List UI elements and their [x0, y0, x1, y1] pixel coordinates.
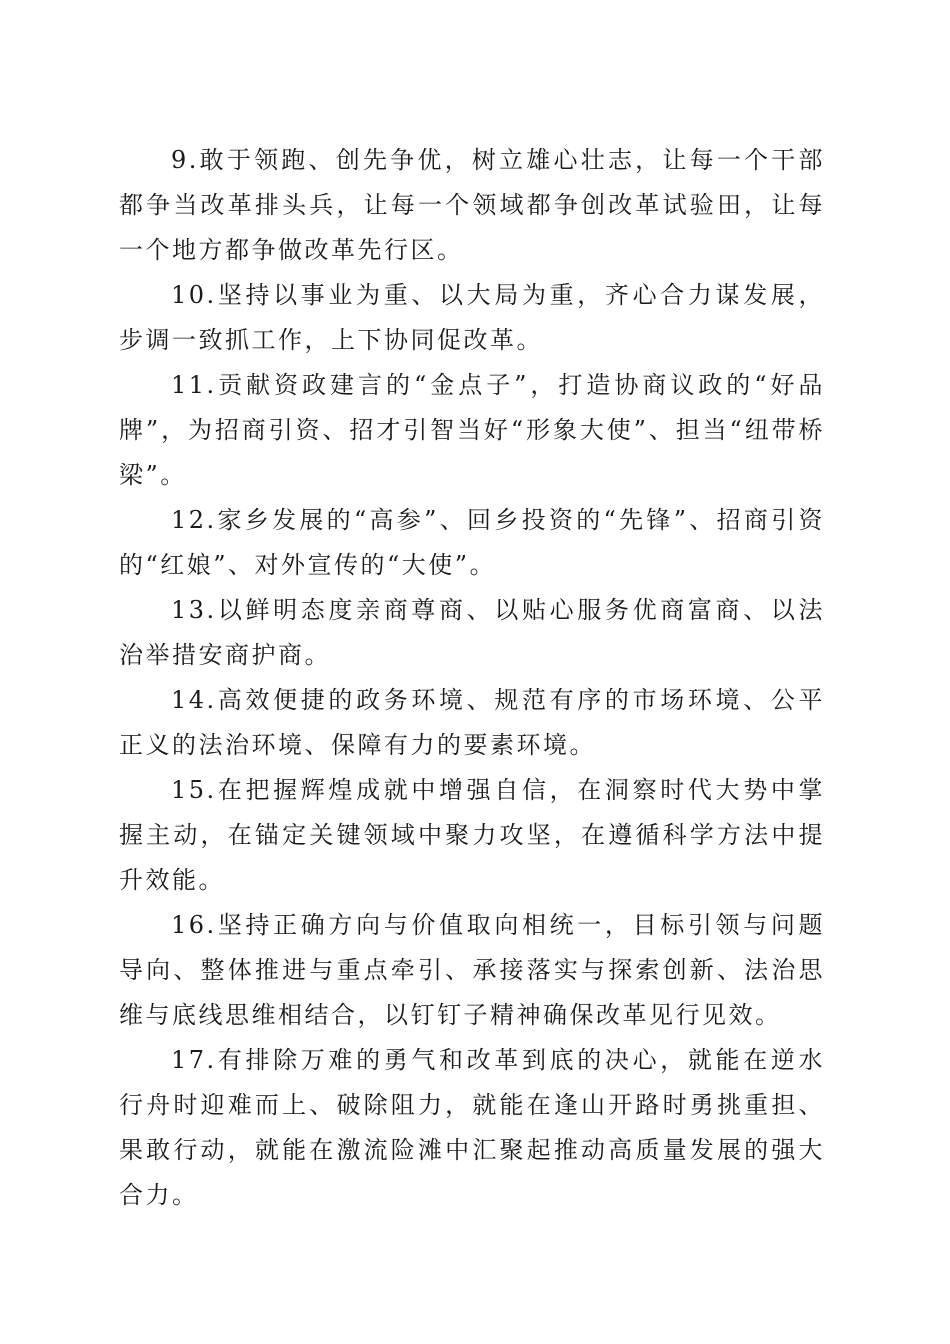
paragraph-13: 13.以鲜明态度亲商尊商、以贴心服务优商富商、以法治举措安商护商。: [119, 596, 825, 669]
paragraph-9: 9.敢于领跑、创先争优，树立雄心壮志，让每一个干部都争当改革排头兵，让每一个领域都争创改革试验田，让每一个地方都争做改革先行区。: [119, 146, 825, 264]
document-body: [119, 138, 825, 1218]
paragraph-10: 10.坚持以事业为重、以大局为重，齐心合力谋发展，步调一致抓工作，上下协同促改革。: [119, 281, 825, 354]
paragraph-14: 14.高效便捷的政务环境、规范有序的市场环境、公平正义的法治环境、保障有力的要素环境。: [119, 686, 825, 759]
paragraph-11: 11.贡献资政建言的“金点子”，打造协商议政的“好品牌”，为招商引资、招才引智当好“形象大使”、担当“纽带桥梁”。: [119, 371, 825, 489]
paragraph-17: 17.有排除万难的勇气和改革到底的决心，就能在逆水行舟时迎难而上、破除阻力，就能在逢山开路时勇挑重担、果敢行动，就能在激流险滩中汇聚起推动高质量发展的强大合力。: [119, 1046, 825, 1209]
paragraph-15: 15.在把握辉煌成就中增强自信，在洞察时代大势中掌握主动，在锚定关键领域中聚力攻坚，在遵循科学方法中提升效能。: [119, 776, 825, 894]
paragraph-16: 16.坚持正确方向与价值取向相统一，目标引领与问题导向、整体推进与重点牵引、承接落实与探索创新、法治思维与底线思维相结合，以钉钉子精神确保改革见行见效。: [119, 911, 825, 1029]
paragraph-12: 12.家乡发展的“高参”、回乡投资的“先锋”、招商引资的“红娘”、对外宣传的“大使”。: [119, 506, 825, 579]
